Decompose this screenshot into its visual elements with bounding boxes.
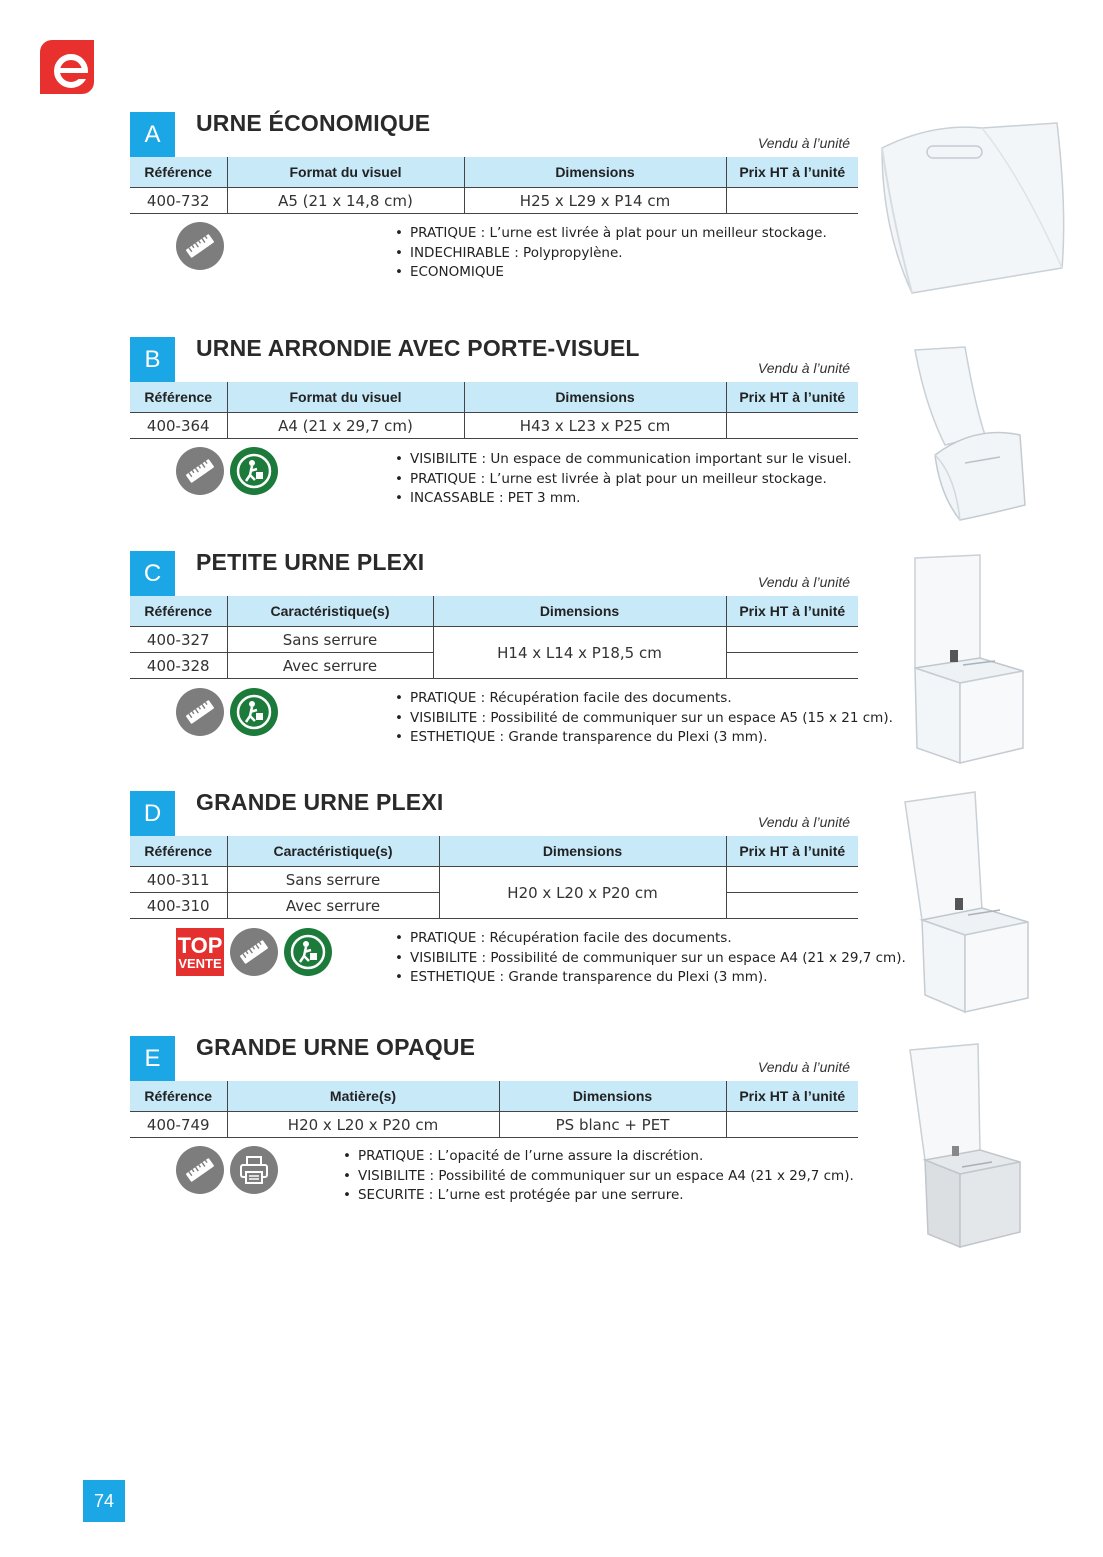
table-row [130,1112,858,1138]
feature-icons [176,1146,278,1194]
spec-table [130,157,858,214]
col-header-format: Format du visuel [227,157,464,188]
recycle-icon [230,688,278,736]
recycle-icon [230,447,278,495]
ruler-icon [176,1146,224,1194]
cell-dimensions: H43 x L23 x P25 cm [464,413,726,439]
cell-dimensions: H25 x L29 x P14 cm [464,188,726,214]
feature-item: • PRATIQUE : L’opacité de l’urne assure la discrétion. [343,1147,854,1167]
cell-characteristic: Sans serrure [227,627,433,653]
cell-dimensions: H14 x L14 x P18,5 cm [433,627,726,679]
section-letter: C [130,551,175,596]
sold-per-unit-label: Vendu à l’unité [757,574,850,590]
cell-reference: 400-364 [130,413,227,439]
section-letter: B [130,337,175,382]
feature-item: • VISIBILITE : Possibilité de communiquer sur un espace A4 (21 x 29,7 cm). [395,949,906,969]
feature-item: • INDECHIRABLE : Polypropylène. [395,244,827,264]
ruler-icon [176,688,224,736]
feature-item: • ECONOMIQUE [395,263,827,283]
printer-icon [230,1146,278,1194]
cell-price [726,867,858,893]
spec-table [130,596,858,679]
spec-table [130,1081,858,1138]
product-image-large-plexi-urn [900,790,1035,1015]
ruler-icon [176,222,224,270]
feature-item: • SECURITE : L’urne est protégée par une serrure. [343,1186,854,1206]
feature-list [395,450,852,509]
product-image-economy-urn [872,118,1072,298]
feature-list [343,1147,854,1206]
feature-list [395,929,906,988]
cell-reference: 400-311 [130,867,227,893]
col-header-price: Prix HT à l’unité [726,836,858,867]
sold-per-unit-label: Vendu à l’unité [757,360,850,376]
cell-format: A4 (21 x 29,7 cm) [227,413,464,439]
feature-item: • PRATIQUE : Récupération facile des documents. [395,929,906,949]
cell-characteristic: Sans serrure [227,867,439,893]
col-header-reference: Référence [130,836,227,867]
section-title: GRANDE URNE OPAQUE [196,1034,476,1060]
product-image-small-plexi-urn [905,553,1030,768]
recycle-icon [284,928,332,976]
spec-table [130,382,858,439]
col-header-price: Prix HT à l’unité [726,382,858,413]
brand-logo [40,40,94,94]
feature-icons [176,688,278,736]
section-letter: A [130,112,175,157]
feature-item: • PRATIQUE : Récupération facile des documents. [395,689,893,709]
feature-list [395,689,893,748]
cell-characteristic: Avec serrure [227,653,433,679]
badge-line-2: VENTE [178,955,222,971]
product-image-rounded-urn [905,345,1035,525]
ruler-icon [230,928,278,976]
cell-reference: 400-327 [130,627,227,653]
col-header-price: Prix HT à l’unité [726,596,858,627]
feature-item: • PRATIQUE : L’urne est livrée à plat pour un meilleur stockage. [395,470,852,490]
col-header-reference: Référence [130,157,227,188]
col-header-materials: Matière(s) [227,1081,499,1112]
sold-per-unit-label: Vendu à l’unité [757,814,850,830]
ruler-icon [176,447,224,495]
section-letter: E [130,1036,175,1081]
section-title: PETITE URNE PLEXI [196,549,425,575]
cell-price [726,413,858,439]
cell-reference: 400-310 [130,893,227,919]
section-title: URNE ÉCONOMIQUE [196,110,431,136]
col-header-dimensions: Dimensions [464,382,726,413]
cell-materials: H20 x L20 x P20 cm [227,1112,499,1138]
col-header-price: Prix HT à l’unité [726,157,858,188]
table-row [130,867,858,893]
cell-price [726,893,858,919]
cell-dimensions: PS blanc + PET [499,1112,726,1138]
feature-item: • VISIBILITE : Un espace de communication important sur le visuel. [395,450,852,470]
badge-line-1: TOP [177,932,223,958]
spec-table [130,836,858,919]
col-header-characteristics: Caractéristique(s) [227,596,433,627]
col-header-format: Format du visuel [227,382,464,413]
section-letter: D [130,791,175,836]
col-header-price: Prix HT à l’unité [726,1081,858,1112]
cell-format: A5 (21 x 14,8 cm) [227,188,464,214]
sold-per-unit-label: Vendu à l’unité [757,1059,850,1075]
col-header-reference: Référence [130,1081,227,1112]
feature-item: • VISIBILITE : Possibilité de communiquer sur un espace A5 (15 x 21 cm). [395,709,893,729]
col-header-reference: Référence [130,596,227,627]
col-header-characteristics: Caractéristique(s) [227,836,439,867]
feature-item: • ESTHETIQUE : Grande transparence du Plexi (3 mm). [395,728,893,748]
feature-icons [176,928,332,976]
cell-characteristic: Avec serrure [227,893,439,919]
section-title: GRANDE URNE PLEXI [196,789,444,815]
col-header-dimensions: Dimensions [439,836,726,867]
cell-price [726,653,858,679]
table-row [130,188,858,214]
table-row [130,627,858,653]
section-title: URNE ARRONDIE AVEC PORTE-VISUEL [196,335,640,361]
cell-price [726,1112,858,1138]
feature-item: • PRATIQUE : L’urne est livrée à plat pour un meilleur stockage. [395,224,827,244]
cell-dimensions: H20 x L20 x P20 cm [439,867,726,919]
feature-item: • VISIBILITE : Possibilité de communiquer sur un espace A4 (21 x 29,7 cm). [343,1167,854,1187]
cell-price [726,627,858,653]
col-header-dimensions: Dimensions [499,1081,726,1112]
col-header-dimensions: Dimensions [433,596,726,627]
sold-per-unit-label: Vendu à l’unité [757,135,850,151]
cell-reference: 400-732 [130,188,227,214]
feature-item: • ESTHETIQUE : Grande transparence du Plexi (3 mm). [395,968,906,988]
feature-list [395,224,827,283]
col-header-dimensions: Dimensions [464,157,726,188]
col-header-reference: Référence [130,382,227,413]
top-vente-badge [176,928,224,976]
table-row [130,413,858,439]
feature-icons [176,222,224,270]
feature-item: • INCASSABLE : PET 3 mm. [395,489,852,509]
page-number: 74 [83,1480,125,1522]
product-image-opaque-urn [900,1042,1025,1252]
cell-reference: 400-328 [130,653,227,679]
feature-icons [176,447,278,495]
cell-reference: 400-749 [130,1112,227,1138]
cell-price [726,188,858,214]
